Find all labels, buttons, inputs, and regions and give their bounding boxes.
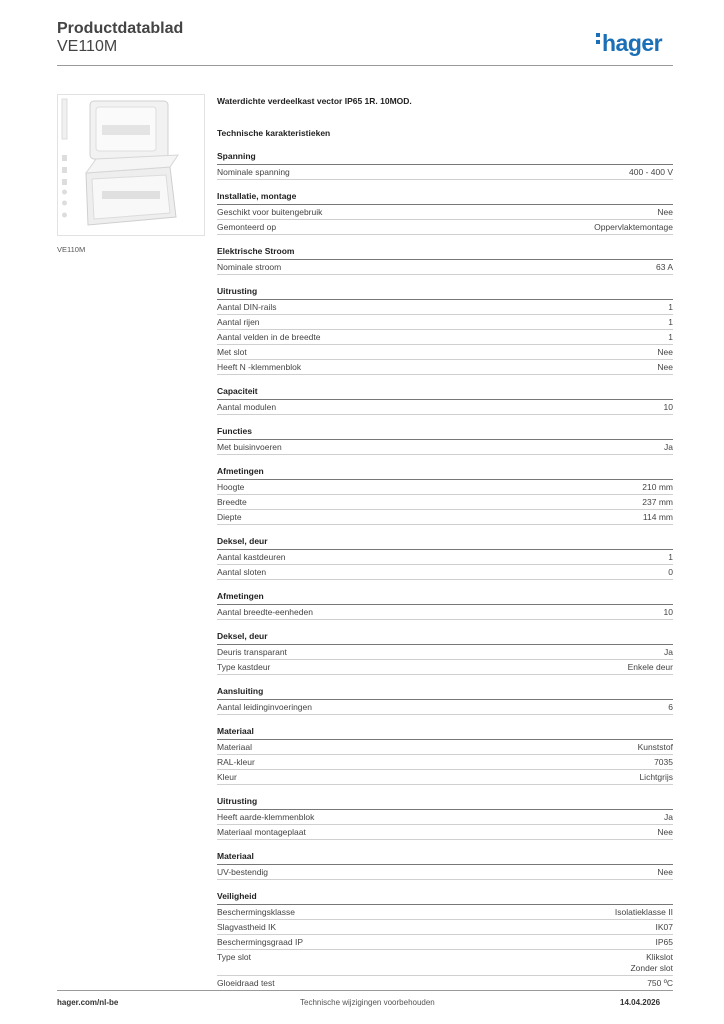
- spec-value-line: 63 A: [655, 262, 673, 272]
- spec-group-title: Afmetingen: [217, 466, 673, 480]
- logo-dots-icon: [596, 33, 600, 47]
- spec-group-title: Uitrusting: [217, 286, 673, 300]
- spec-value: [615, 907, 673, 918]
- enclosure-illustration: [58, 95, 204, 235]
- spec-value: [668, 317, 673, 328]
- spec-label: Aantal DIN-rails: [217, 302, 277, 312]
- spec-row: [217, 660, 673, 675]
- spec-label: Aantal kastdeuren: [217, 552, 286, 562]
- footer-notice: Technische wijzigingen voorbehouden: [300, 998, 435, 1007]
- spec-label: UV-bestendig: [217, 867, 269, 877]
- spec-group-title: Uitrusting: [217, 796, 673, 810]
- spec-row: [217, 205, 673, 220]
- spec-value: [639, 772, 673, 783]
- spec-label: Heeft N -klemmenblok: [217, 362, 302, 372]
- spec-row: [217, 950, 673, 976]
- spec-row: [217, 360, 673, 375]
- product-image: [57, 94, 205, 236]
- spec-value: [668, 567, 673, 578]
- spec-value-line: 210 mm: [642, 482, 673, 492]
- spec-value: [664, 607, 673, 618]
- spec-row: [217, 165, 673, 180]
- spec-value-line: 1: [668, 302, 673, 312]
- spec-value: [642, 482, 673, 493]
- spec-value: [594, 222, 673, 233]
- spec-label: Aantal breedte-eenheden: [217, 607, 313, 617]
- spec-value-line: 10: [663, 402, 673, 412]
- footer-divider: [57, 990, 673, 991]
- spec-row: [217, 400, 673, 415]
- hager-logo: [596, 30, 662, 57]
- spec-label: Met buisinvoeren: [217, 442, 282, 452]
- spec-value: [657, 827, 673, 838]
- spec-value: [657, 867, 673, 878]
- spec-row: [217, 260, 673, 275]
- spec-value-line: 0: [668, 567, 673, 577]
- logo-text: hager: [602, 30, 663, 56]
- spec-row: [217, 550, 673, 565]
- spec-row: [217, 755, 673, 770]
- spec-value: [656, 937, 674, 948]
- spec-row: [217, 330, 673, 345]
- spec-label: Beschermingsgraad IP: [217, 937, 303, 947]
- spec-label: Aantal modulen: [217, 402, 277, 412]
- spec-groups: [217, 151, 673, 991]
- spec-value: [668, 702, 673, 713]
- spec-value: [668, 332, 673, 343]
- spec-group-title: Materiaal: [217, 726, 673, 740]
- spec-value-line: 1: [668, 552, 673, 562]
- spec-value-line: Lichtgrijs: [639, 772, 673, 782]
- spec-value-line: Nee: [657, 347, 673, 357]
- spec-label: Aantal sloten: [217, 567, 267, 577]
- spec-label: Materiaal montageplaat: [217, 827, 306, 837]
- spec-group-title: Veiligheid: [217, 891, 673, 905]
- spec-value: [664, 442, 673, 453]
- spec-value: [642, 497, 673, 508]
- spec-row: [217, 645, 673, 660]
- spec-row: [217, 605, 673, 620]
- spec-value: [629, 167, 673, 178]
- spec-label: Nominale spanning: [217, 167, 290, 177]
- spec-label: Breedte: [217, 497, 247, 507]
- spec-value-line: 10: [663, 607, 673, 617]
- spec-label: Slagvastheid IK: [217, 922, 277, 932]
- header-divider: [57, 65, 673, 66]
- spec-row: [217, 770, 673, 785]
- spec-value-line: Ja: [664, 647, 673, 657]
- spec-label: Aantal rijen: [217, 317, 260, 327]
- spec-value-line: Zonder slot: [630, 963, 673, 973]
- spec-row: [217, 510, 673, 525]
- spec-value: [657, 347, 673, 358]
- spec-row: [217, 920, 673, 935]
- spec-row: [217, 345, 673, 360]
- spec-value: [628, 662, 673, 673]
- spec-row: [217, 565, 673, 580]
- spec-label: Heeft aarde-klemmenblok: [217, 812, 315, 822]
- spec-label: Deuris transparant: [217, 647, 287, 657]
- spec-label: Aantal velden in de breedte: [217, 332, 321, 342]
- spec-value-line: Nee: [657, 362, 673, 372]
- spec-value-line: Enkele deur: [627, 662, 673, 672]
- spec-row: [217, 495, 673, 510]
- spec-label: Beschermingsklasse: [217, 907, 295, 917]
- spec-value-line: 1: [668, 317, 673, 327]
- spec-value-line: Ja: [664, 812, 673, 822]
- spec-group-title: Elektrische Stroom: [217, 246, 673, 260]
- spec-value-line: IK07: [655, 922, 673, 932]
- spec-row: [217, 315, 673, 330]
- spec-label: Geschikt voor buitengebruik: [217, 207, 323, 217]
- spec-value: [656, 922, 674, 933]
- spec-value: [664, 402, 673, 413]
- spec-value-line: IP65: [655, 937, 673, 947]
- spec-group-title: Spanning: [217, 151, 673, 165]
- spec-value-line: Nee: [657, 827, 673, 837]
- spec-value-line: Klikslot: [646, 952, 673, 962]
- image-caption: VE110M: [57, 245, 86, 254]
- spec-row: [217, 480, 673, 495]
- spec-row: [217, 935, 673, 950]
- spec-value-line: Oppervlaktemontage: [594, 222, 673, 232]
- spec-value: [654, 757, 673, 768]
- spec-value: [668, 302, 673, 313]
- spec-value: [630, 952, 673, 974]
- spec-label: Diepte: [217, 512, 242, 522]
- spec-value: [657, 207, 673, 218]
- spec-label: Gloeidraad test: [217, 978, 275, 988]
- spec-value-line: 237 mm: [642, 497, 673, 507]
- spec-label: Nominale stroom: [217, 262, 282, 272]
- spec-value-line: Isolatieklasse II: [614, 907, 673, 917]
- spec-value-line: Ja: [664, 442, 673, 452]
- footer-date: 14.04.2026: [620, 998, 661, 1007]
- spec-value-line: 114 mm: [642, 512, 673, 522]
- spec-label: RAL-kleur: [217, 757, 255, 767]
- spec-row: [217, 220, 673, 235]
- spec-content: [217, 96, 673, 991]
- spec-group-title: Installatie, montage: [217, 191, 673, 205]
- spec-label: Met slot: [217, 347, 247, 357]
- spec-row: [217, 700, 673, 715]
- spec-row: [217, 440, 673, 455]
- spec-row: [217, 810, 673, 825]
- spec-value-line: 1: [668, 332, 673, 342]
- spec-group-title: Aansluiting: [217, 686, 673, 700]
- spec-value-line: 7035: [654, 757, 673, 767]
- spec-group-title: Deksel, deur: [217, 631, 673, 645]
- spec-group-title: Materiaal: [217, 851, 673, 865]
- spec-value: [647, 978, 673, 989]
- section-title: Technische karakteristieken: [217, 128, 331, 138]
- spec-value: [668, 552, 673, 563]
- spec-value: [664, 812, 673, 823]
- spec-value-line: Nee: [657, 207, 673, 217]
- spec-label: Type slot: [217, 952, 252, 962]
- spec-label: Kleur: [217, 772, 237, 782]
- spec-value-line: 750 ºC: [647, 978, 673, 988]
- spec-row: [217, 865, 673, 880]
- document-title: Productdatablad: [57, 20, 184, 37]
- spec-label: Gemonteerd op: [217, 222, 277, 232]
- spec-value-line: Kunststof: [637, 742, 673, 752]
- spec-value: [656, 262, 673, 273]
- spec-row: [217, 740, 673, 755]
- spec-value: [638, 742, 673, 753]
- product-code: VE110M: [57, 38, 118, 55]
- spec-value: [643, 512, 673, 523]
- spec-value-line: 400 - 400 V: [629, 167, 673, 177]
- spec-row: [217, 905, 673, 920]
- spec-group-title: Functies: [217, 426, 673, 440]
- footer-website: hager.com/nl-be: [57, 998, 119, 1007]
- spec-value-line: Nee: [657, 867, 673, 877]
- spec-row: [217, 300, 673, 315]
- spec-value: [664, 647, 673, 658]
- product-title: Waterdichte verdeelkast vector IP65 1R. 10MOD.: [217, 96, 412, 106]
- spec-row: [217, 825, 673, 840]
- spec-label: Materiaal: [217, 742, 252, 752]
- spec-row: [217, 976, 673, 991]
- spec-label: Type kastdeur: [217, 662, 271, 672]
- spec-group-title: Capaciteit: [217, 386, 673, 400]
- spec-group-title: Deksel, deur: [217, 536, 673, 550]
- spec-group-title: Afmetingen: [217, 591, 673, 605]
- spec-value-line: 6: [668, 702, 673, 712]
- spec-label: Hoogte: [217, 482, 245, 492]
- spec-label: Aantal leidinginvoeringen: [217, 702, 312, 712]
- spec-value: [657, 362, 673, 373]
